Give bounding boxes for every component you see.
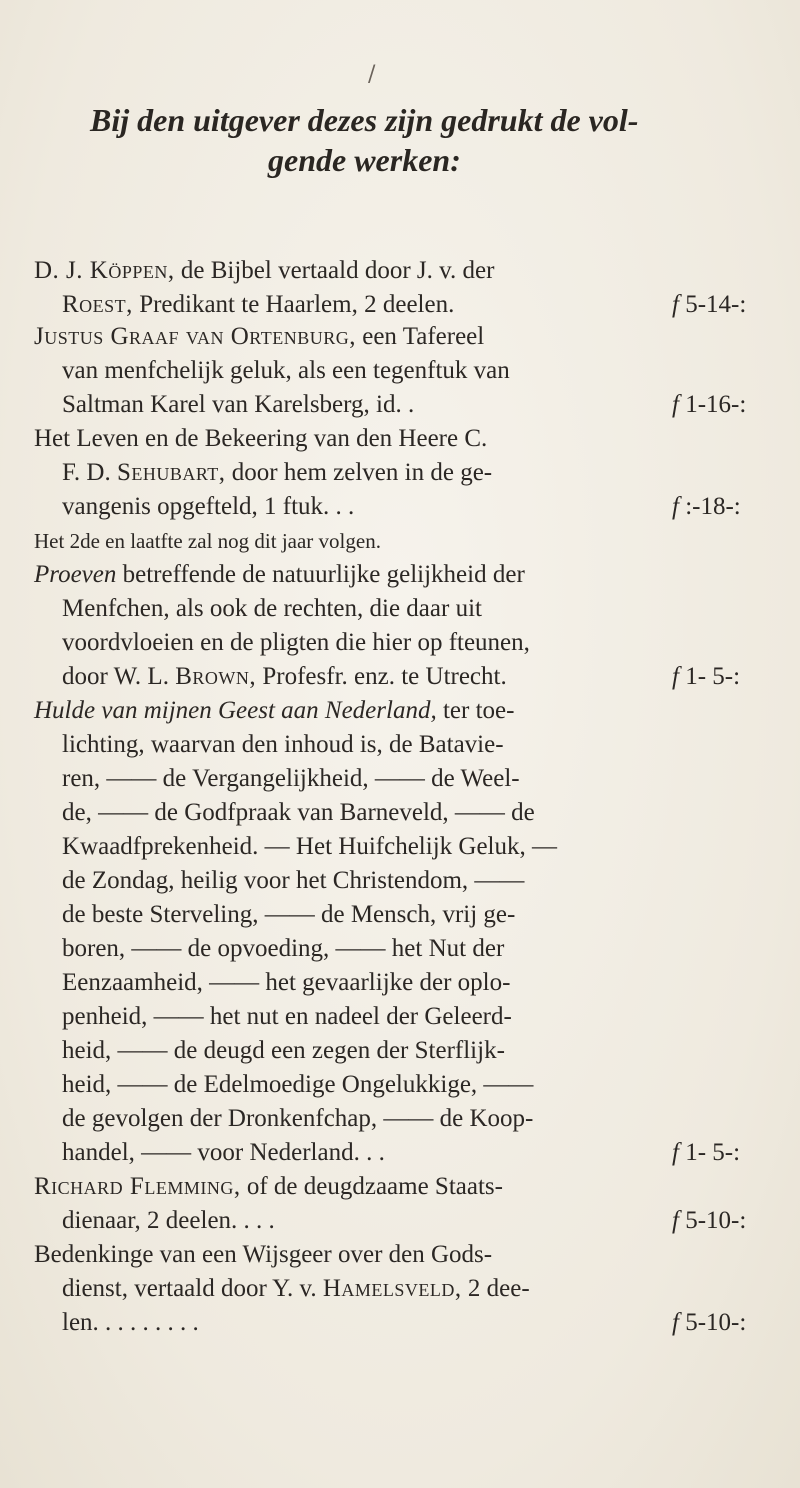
page-heading [90, 100, 790, 180]
entry-leven-line-2: F. D. Sehubart, door hem zelven in de ge- [62, 459, 493, 486]
entry-proeven-price: f 1- 5-: [672, 663, 741, 690]
entry-koppen-line-2: Roest, Predikant te Haarlem, 2 deelen. [62, 291, 455, 318]
heading-line-1: Bij den uitgever dezes zijn gedrukt de vol- [90, 102, 639, 138]
entry-hulde-line-7: de beste Sterveling, —— de Mensch, vrij ge- [62, 901, 516, 928]
entry-hulde-line-9: Eenzaamheid, —— het gevaarlijke der oplo- [62, 969, 511, 996]
heading-line-2: gende werken: [268, 142, 461, 178]
entry-justus-line-3: Saltman Karel van Karelsberg, id. . [62, 391, 415, 418]
entry-hulde-line-1: Hulde van mijnen Geest aan Nederland, ter toe- [34, 697, 515, 724]
entry-proeven-line-1: Proeven betreffende de natuurlijke gelijkheid der [34, 561, 525, 588]
entry-leven-line-1: Het Leven en de Bekeering van den Heere C. [34, 425, 488, 452]
entry-proeven-line-3: voordvloeien en de pligten die hier op fteunen, [62, 629, 530, 656]
entry-hulde-line-12: heid, —— de Edelmoedige Ongelukkige, —— [62, 1071, 534, 1098]
entry-bedenkinge-line-2: dienst, vertaald door Y. v. Hamelsveld, 2 dee- [62, 1275, 530, 1302]
entry-bedenkinge-line-1: Bedenkinge van een Wijsgeer over den Gods- [34, 1241, 493, 1268]
entry-hulde-line-5: Kwaadfprekenheid. — Het Huifchelijk Geluk, — [62, 833, 557, 860]
entry-koppen-price: f 5-14-: [672, 291, 747, 318]
entry-leven-line-3: vangenis opgefteld, 1 ftuk. . . [62, 493, 355, 520]
entry-hulde-line-6: de Zondag, heilig voor het Christendom, —— [62, 867, 525, 894]
entry-proeven-line-4: door W. L. Brown, Profesfr. enz. te Utrecht. [62, 663, 507, 690]
entry-justus-line-1: Justus Graaf van Ortenburg, een Tafereel [34, 323, 485, 350]
entry-flemming-line-1: Richard Flemming, of de deugdzaame Staats- [34, 1173, 503, 1200]
entry-hulde-line-3: ren, —— de Vergangelijkheid, —— de Weel- [62, 765, 520, 792]
entry-bedenkinge-price: f 5-10-: [672, 1309, 747, 1336]
entry-leven-note: Het 2de en laatfte zal nog dit jaar volgen. [34, 529, 381, 553]
entry-koppen-line-1: D. J. Köppen, de Bijbel vertaald door J. v. der [34, 257, 495, 284]
entry-flemming-line-2: dienaar, 2 deelen. . . . [62, 1207, 275, 1234]
entry-hulde-line-2: lichting, waarvan den inhoud is, de Batavie- [62, 731, 504, 758]
entry-hulde-line-8: boren, —— de opvoeding, —— het Nut der [62, 935, 505, 962]
entry-proeven-line-2: Menfchen, als ook de rechten, die daar uit [62, 595, 482, 622]
entry-bedenkinge-line-3: len. . . . . . . . . [62, 1309, 199, 1336]
entry-hulde-price: f 1- 5-: [672, 1139, 741, 1166]
entry-flemming-price: f 5-10-: [672, 1207, 747, 1234]
entry-hulde-line-13: de gevolgen der Dronkenfchap, —— de Koop- [62, 1105, 534, 1132]
entry-hulde-line-14: handel, —— voor Nederland. . . [62, 1139, 385, 1166]
entry-leven-price: f :-18-: [672, 493, 741, 520]
entry-hulde-line-10: penheid, —— het nut en nadeel der Geleerd- [62, 1003, 512, 1030]
entry-justus-price: f 1-16-: [672, 391, 747, 418]
page-mark: / [368, 62, 376, 87]
entry-hulde-line-11: heid, —— de deugd een zegen der Sterflijk- [62, 1037, 505, 1064]
entry-hulde-line-4: de, —— de Godfpraak van Barneveld, —— de [62, 799, 535, 826]
entry-justus-line-2: van menfchelijk geluk, als een tegenftuk van [62, 357, 510, 384]
